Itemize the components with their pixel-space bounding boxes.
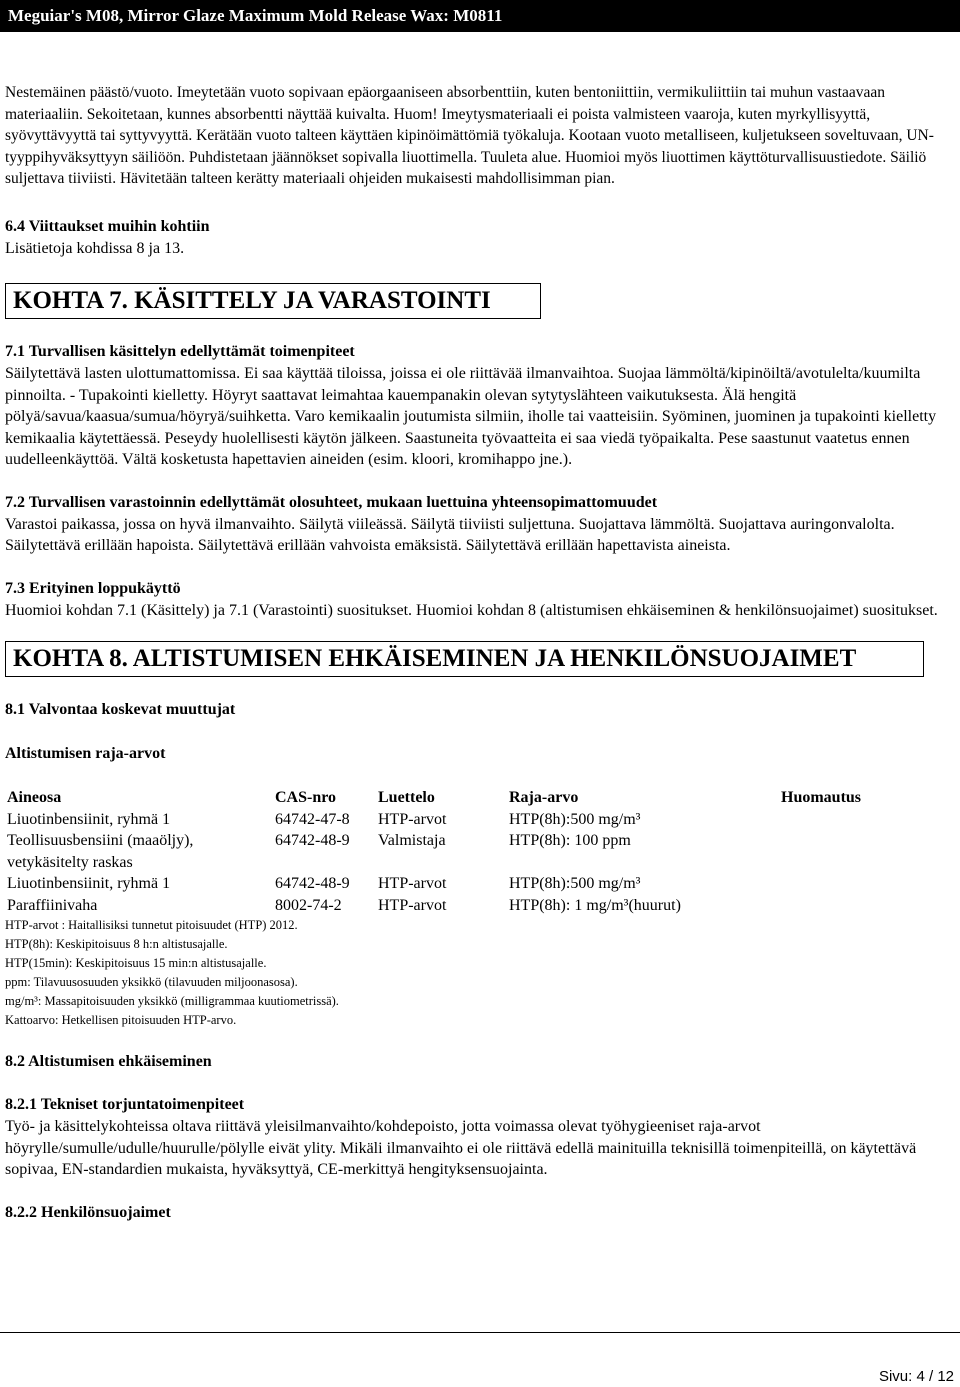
table-cell: [779, 809, 953, 831]
table-cell: HTP(8h): 1 mg/m³(huurut): [509, 896, 681, 914]
table-note: ppm: Tilavuusosuuden yksikkö (tilavuuden miljoonasosa).: [5, 975, 298, 989]
table-row: [5, 809, 953, 831]
table-note: HTP(15min): Keskipitoisuus 15 min:n altistusajalle.: [5, 956, 267, 970]
subsection-6-4-title: 6.4 Viittaukset muihin kohtiin: [5, 217, 210, 235]
exposure-limits-table: [5, 787, 953, 916]
table-note: HTP(8h): Keskipitoisuus 8 h:n altistusajalle.: [5, 937, 228, 951]
table-row: [5, 895, 953, 917]
subsection-7-2-title: 7.2 Turvallisen varastoinnin edellyttämät olosuhteet, mukaan luettuina yhteensopimattomuudet: [5, 493, 658, 511]
footer-divider: [0, 1332, 960, 1333]
subsection-8-1-title: 8.1 Valvontaa koskevat muuttujat: [5, 701, 236, 718]
table-cell: [779, 895, 953, 917]
table-header-cell: Huomautus: [781, 789, 862, 806]
table-cell: HTP(8h):500 mg/m³: [509, 875, 641, 892]
table-cell: Paraffiinivaha: [7, 896, 98, 914]
table-header-cell: Raja-arvo: [509, 789, 579, 806]
table-note: mg/m³: Massapitoisuuden yksikkö (milligrammaa kuutiometrissä).: [5, 994, 339, 1008]
subsection-7-3-title: 7.3 Erityinen loppukäyttö: [5, 579, 181, 597]
subsection-7-1-title: 7.1 Turvallisen käsittelyn edellyttämät toimenpiteet: [5, 343, 355, 360]
table-note: Kattoarvo: Hetkellisen pitoisuuden HTP-arvo.: [5, 1013, 237, 1027]
table-header-cell: CAS-nro: [275, 789, 337, 806]
table-cell: HTP-arvot: [378, 810, 447, 828]
table-cell: HTP(8h): 100 ppm: [509, 832, 631, 849]
table-header-cell: Aineosa: [7, 789, 62, 806]
table-cell: Teollisuusbensiini (maaöljy), vetykäsitelty raskas: [7, 832, 194, 871]
table-header-row: [5, 787, 953, 809]
subsection-7-2-text: Varastoi paikassa, jossa on hyvä ilmanvaihto. Säilytä viileässä. Säilytä tiiviisti suljettuna. Suojattava lämmöltä. Suojattava auringonvalolta. Säilytettävä erillään hapoista. Säilytettävä erillään vahvoista emäksistä. Säilytettävä erillään hapettavista aineista.: [5, 515, 895, 554]
table-cell: 64742-47-8: [275, 810, 350, 828]
table-note: HTP-arvot : Haitallisiksi tunnetut pitoisuudet (HTP) 2012.: [5, 918, 298, 932]
subsection-7-1-text: Säilytettävä lasten ulottumattomissa. Ei saa käyttää tiloissa, joissa ei ole riittävää ilmanvaihtoa. Suojaa lämmöltä/kipinöiltä/avotulelta/kuumilta pinnoilta. - Tupakointi kielletty. Höyryt saattavat leimahtaa kauempanakin olevan sytytyslähteen vaikutuksesta. Älä hengitä pölyä/savua/kaasua/sumua/höyryä/suihketta. Varo kemikaalin joutumista silmiin, iholle tai vaatteisiin. Syöminen, juominen ja tupakointi kielletty kemikaalia käytettäessä. Peseydy huolellisesti käytön jälkeen. Saastuneita työvaatteita ei saa viedä työpaikalta. Pese saastunut vaatetus ennen uudelleenkäyttöä. Vältä kosketusta hapettavien aineiden (esim. kloori, kromihappo jne.).: [5, 365, 937, 468]
document-title: Meguiar's M08, Mirror Glaze Maximum Mold Release Wax: M0811: [8, 6, 503, 25]
section-7-title: KOHTA 7. KÄSITTELY JA VARASTOINTI: [5, 283, 541, 319]
table-cell: Valmistaja: [378, 832, 446, 849]
subsection-6-4-text: Lisätietoja kohdissa 8 ja 13.: [5, 239, 185, 257]
table-notes: [5, 916, 953, 1030]
table-cell: HTP(8h):500 mg/m³: [509, 810, 641, 828]
page-content: [5, 82, 953, 1224]
table-cell: [779, 873, 953, 895]
table-cell: HTP-arvot: [378, 896, 447, 914]
section-8-title: KOHTA 8. ALTISTUMISEN EHKÄISEMINEN JA HENKILÖNSUOJAIMET: [5, 641, 924, 677]
table-row: [5, 873, 953, 895]
table-cell: [779, 830, 953, 873]
table-header-cell: Luettelo: [378, 789, 435, 806]
exposure-limits-title: Altistumisen raja-arvot: [5, 745, 166, 762]
subsection-8-2-title: 8.2 Altistumisen ehkäiseminen: [5, 1053, 212, 1070]
subsection-8-2-1-title: 8.2.1 Tekniset torjuntatoimenpiteet: [5, 1096, 245, 1113]
table-cell: Liuotinbensiinit, ryhmä 1: [7, 875, 171, 892]
spill-paragraph: Nestemäinen päästö/vuoto. Imeytetään vuoto sopivaan epäorgaaniseen absorbenttiin, kuten bentoniittiin, vermikuliittiin tai muhun vastaavaan materiaaliin. Sekoitetaan, kunnes absorbentti näyttää kuivalta. Huom! Imeytysmateriaali ei poista valmisteen vaaroja, kuten myrkyllisyyttä, syövyttävyyttä tai syttyvyyttä. Kerätään vuoto talteen käyttäen kipinöimättömiä työkaluja. Kootaan vuoto metalliseen, kuljetukseen soveltuvaan, UN-tyyppihyväksyttyyn säiliöön. Puhdistetaan jäännökset sopivalla liuottimella. Tuuleta alue. Huomioi myös liuottimen käyttöturvallisuustiedote. Säiliö suljettava tiiviisti. Hävitetään talteen kerätty materiaali ohjeiden mukaisesti mahdollisimman pian.: [5, 84, 934, 187]
table-cell: HTP-arvot: [378, 875, 447, 892]
table-cell: 64742-48-9: [275, 875, 350, 892]
table-cell: 8002-74-2: [275, 896, 342, 914]
table-cell: Liuotinbensiinit, ryhmä 1: [7, 810, 171, 828]
page-number: Sivu: 4 / 12: [878, 1368, 954, 1385]
subsection-8-2-2-title: 8.2.2 Henkilönsuojaimet: [5, 1203, 171, 1221]
subsection-8-2-1-text: Työ- ja käsittelykohteissa oltava riittävä yleisilmanvaihto/kohdepoisto, jotta voimassa olevat työhygieeniset raja-arvot höyrylle/sumulle/udulle/huurulle/pölylle eivät ylity. Mikäli ilmanvaihto ei ole riittävä edellä mainituilla teknisillä toimenpiteillä, on käytettävä sopivaa, EN-standardien mukaista, hyväksyttyä, CE-merkittyä hengityksensuojainta.: [5, 1118, 917, 1178]
document-header: [0, 0, 960, 32]
subsection-7-3-text: Huomioi kohdan 7.1 (Käsittely) ja 7.1 (Varastointi) suositukset. Huomioi kohdan 8 (altistumisen ehkäiseminen & henkilönsuojaimet) suositukset.: [5, 601, 938, 619]
table-cell: 64742-48-9: [275, 832, 350, 849]
table-row: [5, 830, 953, 873]
